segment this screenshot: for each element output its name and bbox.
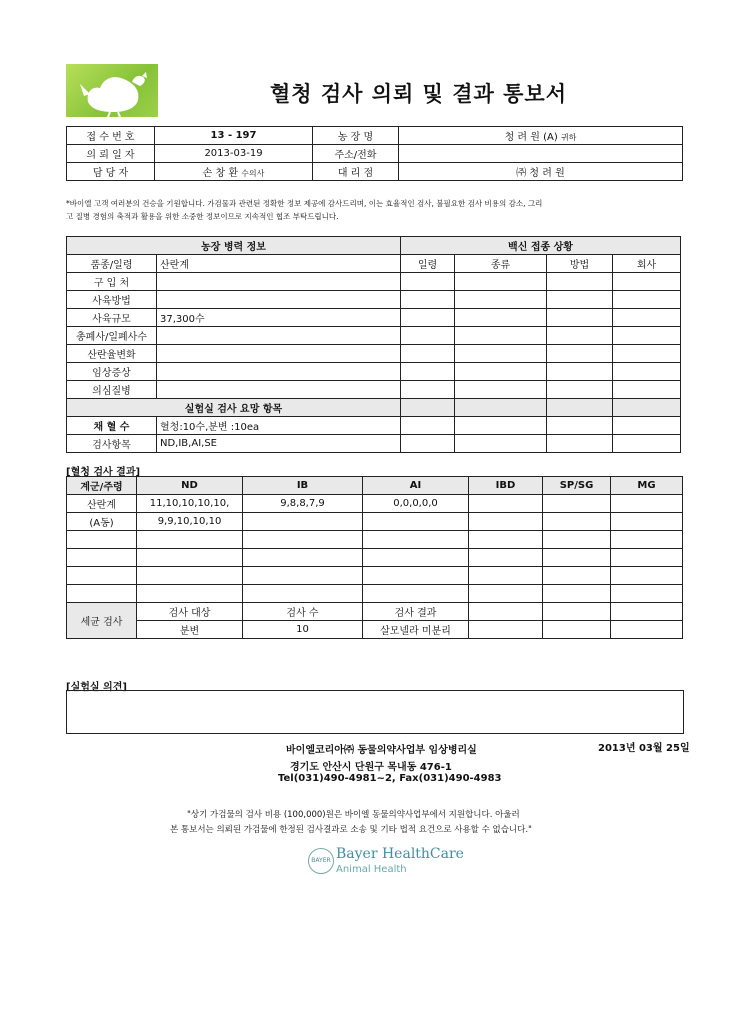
vaccine-cell [401, 381, 455, 399]
farm-history-table [66, 236, 681, 453]
vaccine-cell [455, 381, 547, 399]
notice-text [66, 197, 686, 223]
vaccine-cell [401, 417, 455, 435]
vaccine-cell [613, 309, 681, 327]
result-cell [137, 549, 243, 567]
bacteria-cell [611, 621, 683, 639]
result-header-spsg: SP/SG [543, 477, 611, 495]
vaccine-cell [455, 327, 547, 345]
vaccine-cell [455, 399, 547, 417]
vaccine-cell [401, 273, 455, 291]
vaccine-cell [613, 291, 681, 309]
bacteria-target-value: 분변 [137, 621, 243, 639]
result-cell [363, 585, 469, 603]
bacteria-header-target: 검사 대상 [137, 603, 243, 621]
farm-row-value [157, 363, 401, 381]
vaccine-cell [401, 435, 455, 453]
vaccine-cell [455, 309, 547, 327]
result-cell [137, 585, 243, 603]
farm-row-value [157, 381, 401, 399]
vaccine-title: 백신 접종 상황 [401, 237, 681, 255]
bacteria-result-value: 살모넬라 미분리 [363, 621, 469, 639]
address-phone-value [399, 145, 683, 163]
result-cell [67, 531, 137, 549]
vaccine-cell [401, 345, 455, 363]
bacteria-count-value: 10 [243, 621, 363, 639]
footer-org: 바이엘코리아㈜ 동물의약사업부 임상병리실 [286, 745, 477, 756]
vaccine-cell [613, 327, 681, 345]
farm-name-suffix: 귀하 [560, 133, 577, 142]
vaccine-header-type: 종류 [455, 255, 547, 273]
result-cell [543, 531, 611, 549]
result-cell [137, 531, 243, 549]
result-cell: 산란계 [67, 495, 137, 513]
result-cell [611, 585, 683, 603]
result-cell [469, 567, 543, 585]
brand-name: Bayer HealthCare [336, 846, 464, 862]
vaccine-cell [613, 381, 681, 399]
hen-logo [66, 64, 158, 117]
bacteria-cell [611, 603, 683, 621]
blood-sample-label: 채 혈 수 [67, 417, 157, 435]
result-cell [543, 585, 611, 603]
farm-row-value: 37,300수 [157, 309, 401, 327]
vaccine-cell [455, 435, 547, 453]
footer-phone: Tel(031)490-4981~2, Fax(031)490-4983 [278, 773, 502, 784]
info-table [66, 126, 683, 181]
vaccine-cell [455, 291, 547, 309]
bacteria-cell [543, 603, 611, 621]
bacteria-test-label: 세균 검사 [67, 603, 137, 639]
manager-cell [155, 163, 313, 181]
vaccine-header-age: 일령 [401, 255, 455, 273]
agency-value: ㈜ 청 려 원 [399, 163, 683, 181]
result-cell [543, 495, 611, 513]
result-cell [243, 513, 363, 531]
result-cell [137, 567, 243, 585]
result-cell [243, 531, 363, 549]
farm-row-label: 총폐사/일폐사수 [67, 327, 157, 345]
result-cell [363, 513, 469, 531]
footer-date: 2013년 03월 25일 [598, 743, 690, 754]
result-cell [67, 585, 137, 603]
vaccine-cell [547, 363, 613, 381]
result-cell: 0,0,0,0,0 [363, 495, 469, 513]
request-date-label: 의 뢰 일 자 [67, 145, 155, 163]
result-cell: 11,10,10,10,10, [137, 495, 243, 513]
farm-row-label: 구 입 처 [67, 273, 157, 291]
lab-opinion-box [66, 690, 684, 734]
farm-row-label: 산란율변화 [67, 345, 157, 363]
blood-sample-value: 혈청:10수,분변 :10ea [157, 417, 401, 435]
result-cell [543, 567, 611, 585]
vaccine-cell [401, 363, 455, 381]
vaccine-cell [613, 273, 681, 291]
result-cell [469, 585, 543, 603]
result-header-ibd: IBD [469, 477, 543, 495]
lab-opinion-label: [실험실 의견] [66, 682, 127, 693]
vaccine-cell [455, 345, 547, 363]
agency-label: 대 리 점 [313, 163, 399, 181]
receipt-number-value: 13 - 197 [155, 127, 313, 145]
farm-row-label: 의심질병 [67, 381, 157, 399]
footer-quote-line-2: 본 통보서는 의뢰된 가검물에 한정된 검사결과로 소송 및 기타 법적 요건으로 사용할 수 없습니다." [170, 825, 532, 835]
vaccine-cell [547, 327, 613, 345]
vaccine-cell [455, 273, 547, 291]
farm-name-cell [399, 127, 683, 145]
notice-line-2: 고 질병 경험의 축적과 활용을 위한 소중한 정보이므로 지속적인 협조 부탁드립니다. [66, 212, 339, 221]
vaccine-cell [547, 381, 613, 399]
bacteria-header-result: 검사 결과 [363, 603, 469, 621]
result-cell [469, 549, 543, 567]
vaccine-cell [547, 291, 613, 309]
vaccine-cell [401, 327, 455, 345]
vaccine-cell [455, 363, 547, 381]
farm-row-label: 품종/일령 [67, 255, 157, 273]
result-cell [611, 567, 683, 585]
result-cell: 9,8,8,7,9 [243, 495, 363, 513]
notice-line-1: *바이엘 고객 여러분의 건승을 기원합니다. 가검물과 관련된 정확한 정보 제공에 감사드리며, 이는 효율적인 검사, 불필요한 검사 비용의 감소, 그리 [66, 199, 543, 208]
result-cell [243, 567, 363, 585]
test-items-value: ND,IB,AI,SE [157, 435, 401, 453]
footer-quote-line-1: "상기 가검물의 검사 비용 (100,000)원은 바이엘 동물의약사업부에서 지원합니다. 아울러 [187, 810, 520, 820]
farm-row-label: 사육방법 [67, 291, 157, 309]
address-phone-label: 주소/전화 [313, 145, 399, 163]
brand-subtitle: Animal Health [336, 864, 407, 875]
vaccine-cell [401, 309, 455, 327]
farm-row-value [157, 273, 401, 291]
serology-results-table [66, 476, 683, 639]
vaccine-cell [547, 435, 613, 453]
vaccine-cell [613, 363, 681, 381]
result-cell [363, 567, 469, 585]
result-cell [611, 495, 683, 513]
bacteria-cell [543, 621, 611, 639]
vaccine-cell [547, 345, 613, 363]
result-cell [363, 531, 469, 549]
result-cell [363, 549, 469, 567]
request-date-value: 2013-03-19 [155, 145, 313, 163]
vaccine-cell [613, 399, 681, 417]
farm-row-value [157, 327, 401, 345]
farm-row-label: 임상증상 [67, 363, 157, 381]
result-header-ib: IB [243, 477, 363, 495]
result-cell [67, 549, 137, 567]
result-header-nd: ND [137, 477, 243, 495]
vaccine-header-method: 방법 [547, 255, 613, 273]
serology-section-label: [혈청 검사 결과] [66, 467, 141, 478]
result-header-flock: 계군/주령 [67, 477, 137, 495]
test-items-label: 검사항목 [67, 435, 157, 453]
result-cell [469, 513, 543, 531]
result-header-ai: AI [363, 477, 469, 495]
vaccine-cell [401, 399, 455, 417]
hen-icon [66, 64, 158, 117]
footer-address: 경기도 안산시 단원구 목내동 476-1 [290, 762, 452, 773]
result-cell: 9,9,10,10,10 [137, 513, 243, 531]
farm-name-label: 농 장 명 [313, 127, 399, 145]
bayer-cross-icon: BAYER [308, 848, 334, 874]
farm-row-value [157, 345, 401, 363]
result-cell [611, 549, 683, 567]
document-title: 혈청 검사 의뢰 및 결과 통보서 [270, 82, 567, 106]
result-cell [243, 585, 363, 603]
result-cell [469, 495, 543, 513]
vaccine-cell [613, 435, 681, 453]
vaccine-cell [455, 417, 547, 435]
result-cell [67, 567, 137, 585]
vaccine-cell [547, 273, 613, 291]
vaccine-cell [613, 345, 681, 363]
result-cell [243, 549, 363, 567]
lab-request-title: 실험실 검사 요망 항목 [67, 399, 401, 417]
bacteria-header-count: 검사 수 [243, 603, 363, 621]
vaccine-header-company: 회사 [613, 255, 681, 273]
vaccine-cell [613, 417, 681, 435]
receipt-number-label: 접 수 번 호 [67, 127, 155, 145]
vaccine-cell [547, 399, 613, 417]
manager-label: 담 당 자 [67, 163, 155, 181]
result-cell [469, 531, 543, 549]
manager-value: 손 창 환 [202, 168, 238, 179]
farm-row-label: 사육규모 [67, 309, 157, 327]
result-cell: (A동) [67, 513, 137, 531]
result-header-mg: MG [611, 477, 683, 495]
farm-row-value: 산란계 [157, 255, 401, 273]
farm-name-value: 청 려 원 (A) [504, 132, 558, 143]
vaccine-cell [401, 291, 455, 309]
vaccine-cell [547, 309, 613, 327]
result-cell [543, 549, 611, 567]
result-cell [543, 513, 611, 531]
farm-row-value [157, 291, 401, 309]
result-cell [611, 531, 683, 549]
bacteria-cell [469, 603, 543, 621]
vaccine-cell [547, 417, 613, 435]
result-cell [611, 513, 683, 531]
manager-suffix: 수의사 [241, 169, 265, 178]
farm-history-title: 농장 병력 정보 [67, 237, 401, 255]
bacteria-cell [469, 621, 543, 639]
